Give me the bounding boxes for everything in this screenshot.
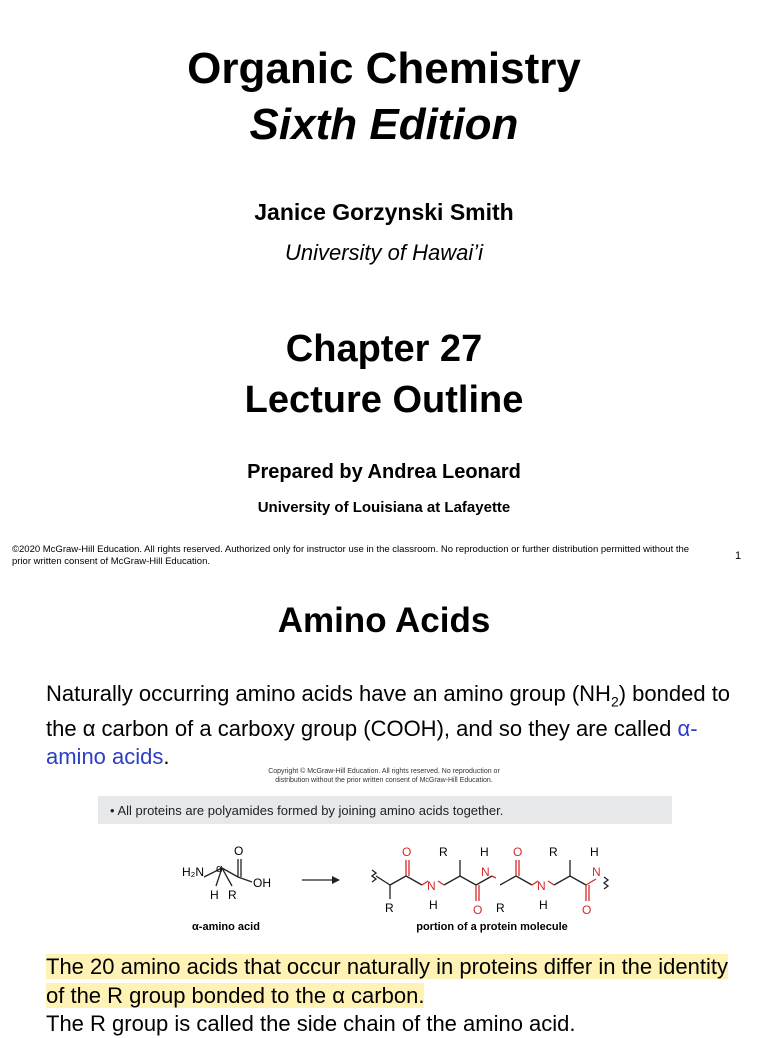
atom-o-4: O bbox=[582, 903, 592, 917]
atom-o-1: O bbox=[402, 845, 412, 859]
figure-copyright-line2: distribution without the prior written consent of McGraw-Hill Education. bbox=[275, 777, 493, 784]
highlighted-text: The 20 amino acids that occur naturally in proteins differ in the identity of the R group bonded to the α carbon. bbox=[46, 954, 728, 1008]
figure-copyright-line1: Copyright © McGraw-Hill Education. All rights reserved. No reproduction or bbox=[268, 768, 500, 775]
atom-n-3: N bbox=[537, 879, 546, 893]
lecture-outline-title: Lecture Outline bbox=[244, 379, 524, 421]
atom-h-3: H bbox=[539, 898, 548, 912]
atom-h-4: H bbox=[590, 845, 599, 859]
slide1-title: Organic Chemistry bbox=[187, 44, 581, 93]
protein-atom-labels bbox=[385, 845, 601, 917]
figure-bullet-text: • All proteins are polyamides formed by joining amino acids together. bbox=[110, 803, 504, 818]
para1-text-b: ) bonded to the α carbon of a carboxy group (COOH), and so they are called bbox=[46, 681, 731, 742]
atom-r-2: R bbox=[439, 845, 448, 859]
author-affiliation: University of Hawai’i bbox=[284, 240, 484, 265]
slide1-edition: Sixth Edition bbox=[249, 100, 519, 149]
page-number: 1 bbox=[735, 550, 742, 562]
side-chain-statement: The R group is called the side chain of the amino acid. bbox=[46, 1011, 576, 1036]
atom-r-left: R bbox=[228, 888, 237, 902]
caption-protein-portion: portion of a protein molecule bbox=[416, 921, 568, 933]
protein-backbone bbox=[372, 860, 608, 899]
author-name: Janice Gorzynski Smith bbox=[254, 199, 514, 225]
atom-o-2: O bbox=[473, 903, 483, 917]
polyamide-figure bbox=[96, 764, 674, 938]
reaction-arrow bbox=[302, 876, 340, 884]
chapter-title: Chapter 27 bbox=[285, 328, 483, 370]
slide2-title: Amino Acids bbox=[277, 601, 491, 640]
amino-acid-structure bbox=[204, 859, 252, 886]
atom-r-3: R bbox=[496, 901, 505, 915]
para1-period: . bbox=[163, 744, 170, 770]
para1-text-a: Naturally occurring amino acids have an amino group (NH bbox=[46, 681, 611, 706]
r-group-statement bbox=[46, 952, 746, 1010]
atom-r-4: R bbox=[549, 845, 558, 859]
atom-alpha: α bbox=[216, 863, 223, 875]
para1-subscript: 2 bbox=[610, 693, 619, 710]
copyright-notice: ©2020 McGraw-Hill Education. All rights reserved. Authorized only for instructor use in the classroom. No reproduction or further distribution permitted without the prior written consent of McGraw-Hill Education. bbox=[12, 544, 690, 567]
atom-oh: OH bbox=[253, 876, 271, 890]
atom-r-1: R bbox=[385, 901, 394, 915]
atom-o-3: O bbox=[513, 845, 523, 859]
atom-h-left: H bbox=[210, 888, 219, 902]
atom-n-2: N bbox=[481, 865, 490, 879]
prepared-by: Prepared by Andrea Leonard bbox=[247, 461, 521, 483]
atom-o-carbonyl: O bbox=[234, 844, 244, 858]
atom-n-1: N bbox=[427, 879, 436, 893]
atom-h-1: H bbox=[429, 898, 438, 912]
caption-alpha-amino-acid: α-amino acid bbox=[192, 921, 260, 933]
amino-acid-definition bbox=[46, 680, 746, 771]
atom-h2n: H₂N bbox=[182, 865, 204, 879]
atom-n-4: N bbox=[592, 865, 601, 879]
atom-h-2: H bbox=[480, 845, 489, 859]
alpha-amino-acids-term: α-amino acids bbox=[46, 716, 698, 770]
preparer-affiliation: University of Louisiana at Lafayette bbox=[257, 499, 511, 516]
